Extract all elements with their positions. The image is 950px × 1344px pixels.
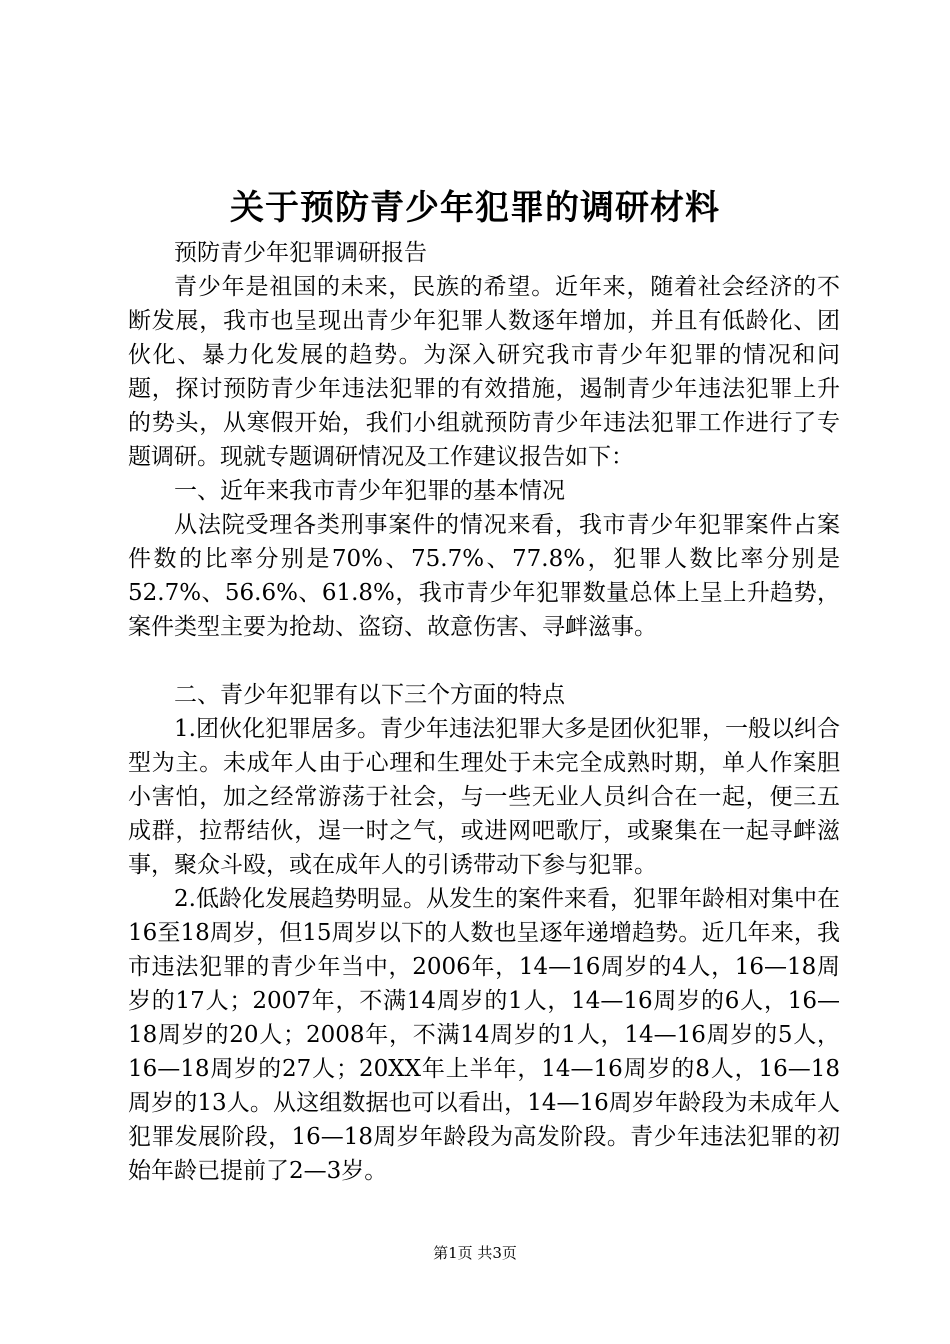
report-subtitle: 预防青少年犯罪调研报告 xyxy=(174,240,427,266)
intro-paragraph: 青少年是祖国的未来，民族的希望。近年来，随着社会经济的不断发展，我市也呈现出青少年犯罪人数逐年增加，并且有低龄化、团伙化、暴力化发展的趋势。为深入研究我市青少年犯罪的情况和问题，探讨预防青少年违法犯罪的有效措施，遏制青少年违法犯罪上升的势头，从寒假开始，我们小组就预防青少年违法犯罪工作进行了专题调研。现就专题调研情况及工作建议报告如下： xyxy=(128,274,840,470)
document-body xyxy=(128,236,840,1188)
feature-paragraph-1: 1.团伙化犯罪居多。青少年违法犯罪大多是团伙犯罪，一般以纠合型为主。未成年人由于心理和生理处于未完全成熟时期，单人作案胆小害怕，加之经常游荡于社会，与一些无业人员纠合在一起，便三五成群，拉帮结伙，逞一时之气，或进网吧歌厅，或聚集在一起寻衅滋事，聚众斗殴，或在成年人的引诱带动下参与犯罪。 xyxy=(128,716,840,878)
section-heading-1: 一、近年来我市青少年犯罪的基本情况 xyxy=(174,478,565,504)
statistics-paragraph: 从法院受理各类刑事案件的情况来看，我市青少年犯罪案件占案件数的比率分别是70%、75.7%、77.8%，犯罪人数比率分别是52.7%、56.6%、61.8%，我市青少年犯罪数量总体上呈上升趋势，案件类型主要为抢劫、盗窃、故意伤害、寻衅滋事。 xyxy=(128,512,840,640)
page-number-footer: 第1页 共3页 xyxy=(433,1244,517,1262)
feature-paragraph-2: 2.低龄化发展趋势明显。从发生的案件来看，犯罪年龄相对集中在16至18周岁，但15周岁以下的人数也呈逐年递增趋势。近几年来，我市违法犯罪的青少年当中，2006年，14—16周岁的4人，16—18周岁的17人；2007年，不满14周岁的1人，14—16周岁的6人，16—18周岁的20人；2008年，不满14周岁的1人，14—16周岁的5人，16—18周岁的27人；20XX年上半年，14—16周岁的8人，16—18周岁的13人。从这组数据也可以看出，14—16周岁年龄段为未成年人犯罪发展阶段，16—18周岁年龄段为高发阶段。青少年违法犯罪的初始年龄已提前了2—3岁。 xyxy=(128,886,840,1184)
section-heading-2: 二、青少年犯罪有以下三个方面的特点 xyxy=(174,682,565,708)
document-title: 关于预防青少年犯罪的调研材料 xyxy=(230,188,720,228)
